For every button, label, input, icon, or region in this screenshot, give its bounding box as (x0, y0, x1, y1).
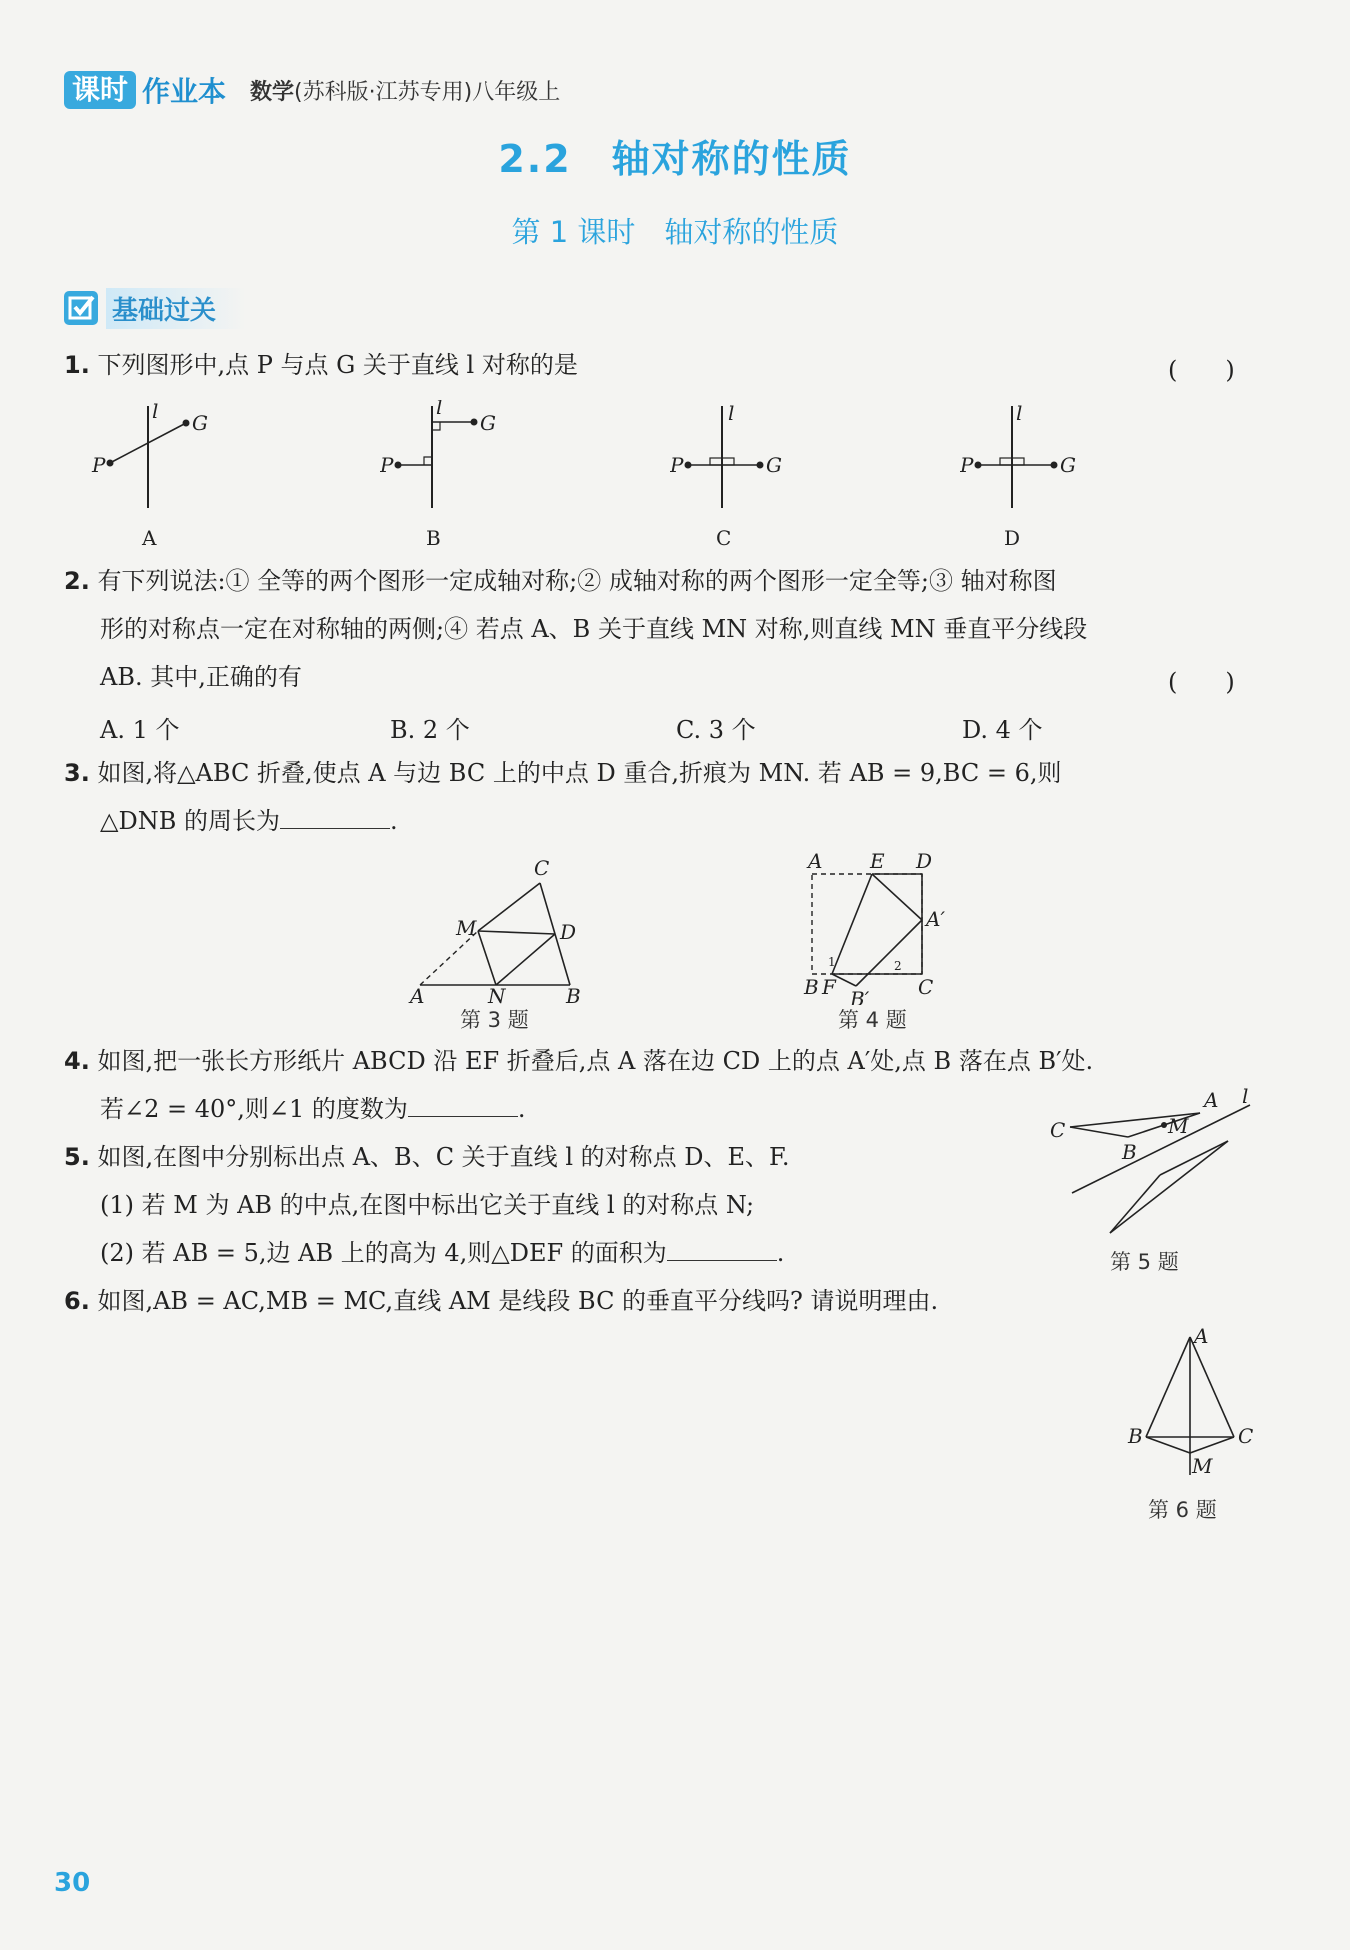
answer-blank[interactable] (280, 806, 390, 829)
point-p-label: P (670, 453, 684, 477)
question-number: 5. (64, 1143, 90, 1171)
question-text-line1: 如图,将△ABC 折叠,使点 A 与边 BC 上的中点 D 重合,折痕为 MN. 若 AB = 9,BC = 6,则 (97, 759, 1062, 787)
question-period: . (517, 1095, 526, 1123)
section-label: 基础过关 (106, 288, 246, 329)
point-g-label: G (766, 453, 782, 477)
question-text: 下列图形中,点 P 与点 G 关于直线 l 对称的是 (97, 351, 578, 379)
point-m-label: M (456, 916, 477, 940)
point-n-label: N (488, 984, 506, 1005)
point-b-label: B (804, 975, 819, 999)
line-l-label: l (1016, 401, 1023, 425)
question-1 (64, 350, 578, 380)
question-text-line2 (100, 806, 398, 836)
question-4 (64, 1046, 1093, 1076)
point-g-label: G (1060, 453, 1076, 477)
option-d: D. 4 个 (962, 716, 1043, 744)
question-text: △DNB 的周长为 (100, 807, 280, 835)
answer-blank[interactable] (408, 1094, 518, 1117)
question-number: 1. (64, 351, 90, 379)
q5-figure (1040, 1075, 1270, 1245)
page-header (64, 70, 560, 110)
point-a-label: A (1204, 1088, 1219, 1112)
line-l-label: l (436, 400, 443, 419)
question-number: 2. (64, 567, 90, 595)
question-number: 4. (64, 1047, 90, 1075)
q1-figure-b (380, 400, 520, 550)
point-g-label: G (480, 411, 496, 435)
q1-figure-a (90, 400, 230, 550)
question-number: 6. (64, 1287, 90, 1315)
figure-caption: 第 3 题 (460, 1008, 529, 1032)
option-c: C. 3 个 (676, 716, 756, 744)
point-c-label: C (1238, 1424, 1254, 1448)
question-period: . (389, 807, 398, 835)
question-text-line3: AB. 其中,正确的有 (100, 663, 302, 691)
option-label-b: B (426, 526, 441, 550)
sub-question-2 (100, 1238, 784, 1268)
option-label-c: C (716, 526, 732, 550)
point-a-label: A (410, 984, 425, 1005)
question-period: . (776, 1239, 785, 1267)
point-f-label: F (822, 975, 836, 999)
line-l-label: l (1242, 1084, 1249, 1108)
brand-logo-text: 作业本 (142, 75, 227, 108)
q6-figure (1120, 1325, 1270, 1485)
answer-bracket: ( ) (1168, 668, 1235, 696)
line-l-label: l (728, 401, 735, 425)
point-c-label: C (1050, 1118, 1066, 1142)
section-header (64, 288, 246, 328)
q3-figure (400, 855, 600, 1005)
point-m-label: M (1192, 1454, 1213, 1478)
point-a-label: A (1194, 1325, 1209, 1348)
question-text-line2: 形的对称点一定在对称轴的两侧;④ 若点 A、B 关于直线 MN 对称,则直线 MN 垂直平分线段 (100, 615, 1088, 643)
point-b-label: B (1128, 1424, 1143, 1448)
point-a-label: A (808, 850, 823, 873)
q1-figure-d (960, 400, 1100, 550)
question-text-line1: 如图,把一张长方形纸片 ABCD 沿 EF 折叠后,点 A 落在边 CD 上的点 A′处,点 B 落在点 B′处. (97, 1047, 1094, 1075)
question-6 (64, 1286, 938, 1316)
point-c-label: C (534, 856, 550, 880)
edition-label: (苏科版·江苏专用)八年级上 (294, 79, 561, 105)
answer-bracket: ( ) (1168, 356, 1235, 384)
question-text-line1: 有下列说法:① 全等的两个图形一定成轴对称;② 成轴对称的两个图形一定全等;③ 轴对称图 (97, 567, 1057, 595)
angle-2-label: 2 (894, 959, 902, 973)
point-p-label: P (92, 453, 106, 477)
book-info (250, 75, 560, 106)
lesson-title: 2.2 轴对称的性质 (498, 137, 852, 181)
question-3 (64, 758, 1062, 788)
answer-blank[interactable] (667, 1238, 777, 1261)
point-m-label: M (1168, 1114, 1189, 1138)
checkbox-icon (64, 291, 98, 325)
line-l-label: l (152, 400, 159, 423)
question-text: (2) 若 AB = 5,边 AB 上的高为 4,则△DEF 的面积为 (100, 1239, 667, 1267)
option-a: A. 1 个 (100, 716, 180, 744)
point-p-label: P (960, 453, 974, 477)
brand-logo-box: 课时 (64, 71, 136, 109)
q4-figure (796, 850, 966, 1005)
page-number: 30 (54, 1868, 91, 1898)
question-text-line1: 如图,在图中分别标出点 A、B、C 关于直线 l 的对称点 D、E、F. (97, 1143, 790, 1171)
figure-caption: 第 4 题 (838, 1008, 907, 1032)
question-text: 若∠2 = 40°,则∠1 的度数为 (100, 1095, 408, 1123)
point-e-label: E (870, 850, 885, 873)
question-text-line1: 如图,AB = AC,MB = MC,直线 AM 是线段 BC 的垂直平分线吗? 请说明理由. (97, 1287, 939, 1315)
lesson-subtitle: 第 1 课时 轴对称的性质 (511, 215, 839, 249)
option-label-d: D (1004, 526, 1021, 550)
point-b-label: B (566, 984, 581, 1005)
point-b-label: B (1122, 1140, 1137, 1164)
point-d-label: D (916, 850, 933, 873)
point-d-label: D (560, 920, 577, 944)
angle-1-label: 1 (828, 955, 836, 969)
question-2 (64, 566, 1057, 596)
figure-caption: 第 5 题 (1110, 1250, 1179, 1274)
q1-figure-c (670, 400, 810, 550)
question-text-line2 (100, 1094, 526, 1124)
point-a-prime-label: A′ (926, 907, 945, 931)
option-b: B. 2 个 (390, 716, 470, 744)
point-p-label: P (380, 453, 394, 477)
option-label-a: A (142, 526, 157, 550)
point-c-label: C (918, 975, 934, 999)
point-g-label: G (192, 411, 208, 435)
point-b-prime-label: B′ (850, 987, 870, 1005)
subject-label: 数学 (250, 79, 295, 105)
question-5 (64, 1142, 790, 1172)
figure-caption: 第 6 题 (1148, 1498, 1217, 1522)
question-number: 3. (64, 759, 90, 787)
sub-question-1: (1) 若 M 为 AB 的中点,在图中标出它关于直线 l 的对称点 N; (100, 1191, 755, 1219)
